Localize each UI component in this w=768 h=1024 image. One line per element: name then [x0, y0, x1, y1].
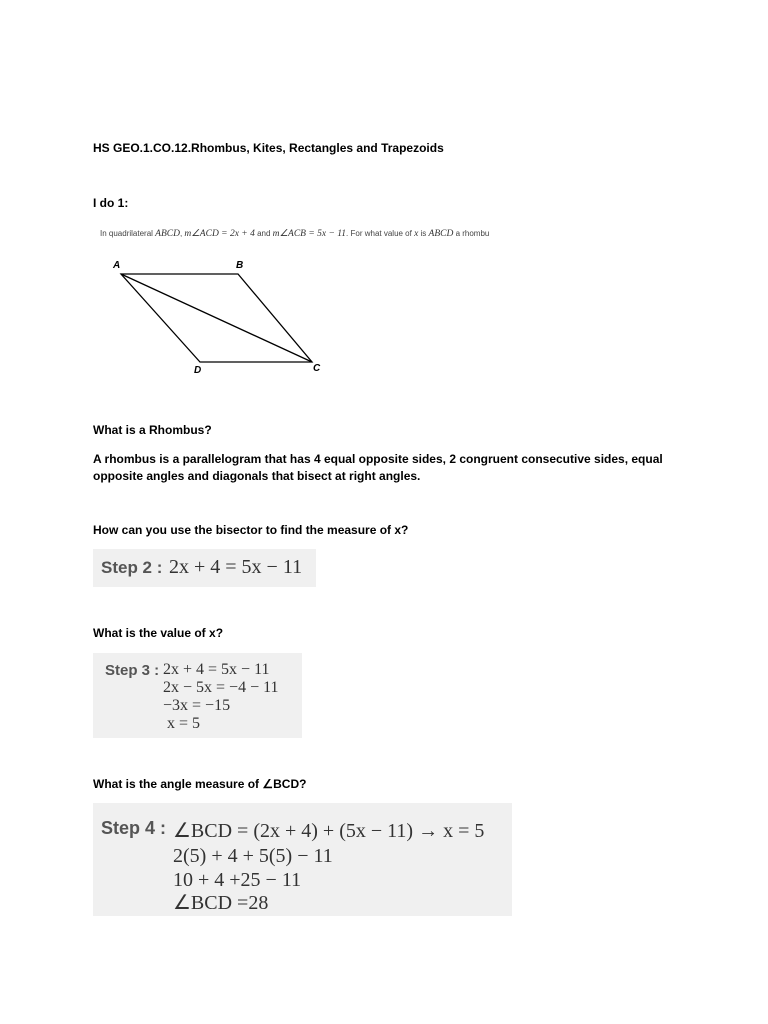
step-4-box: [93, 803, 512, 916]
step-3-line-2: 2x − 5x = −4 − 11: [163, 679, 279, 696]
problem-text: a rhombu: [453, 229, 490, 238]
question-value-of-x: What is the value of x?: [93, 626, 224, 640]
rhombus-definition: A rhombus is a parallelogram that has 4 equal opposite sides, 2 congruent consecutive sides, equal opposite angles and diagonals that bisect at right angles.: [93, 452, 663, 483]
step-3-box: [93, 653, 302, 738]
problem-text: In quadrilateral: [100, 229, 156, 238]
step-4-line-2: 2(5) + 4 + 5(5) − 11: [173, 845, 333, 867]
problem-angle-acb: m∠ACB = 5x − 11: [272, 229, 347, 239]
problem-quadrilateral: ABCD: [428, 229, 454, 239]
step-4-line-4: ∠BCD =28: [173, 892, 269, 914]
problem-angle-acd: m∠ACD = 2x + 4: [184, 229, 255, 239]
question-what-is-rhombus: What is a Rhombus?: [93, 423, 212, 437]
step-3-line-1: 2x + 4 = 5x − 11: [163, 661, 270, 678]
problem-text: is: [418, 229, 429, 238]
vertex-label-b: B: [236, 260, 244, 271]
step-3-line-4: x = 5: [167, 715, 201, 732]
problem-quadrilateral: ABCD: [155, 229, 180, 239]
step-4-label: Step 4 :: [101, 818, 167, 838]
problem-variable: x: [414, 229, 419, 239]
step-4-line-1: ∠BCD = (2x + 4) + (5x − 11) → x = 5: [173, 820, 485, 842]
step-2-label: Step 2 :: [101, 558, 163, 577]
vertex-label-c: C: [313, 363, 321, 374]
step-2-equation: 2x + 4 = 5x − 11: [169, 556, 303, 578]
step-2-box: [93, 549, 316, 587]
problem-statement: [100, 228, 489, 239]
rhombus-diagram: [100, 250, 340, 380]
step-4-line-3: 10 + 4 +25 − 11: [173, 869, 302, 891]
i-do-heading: I do 1:: [93, 196, 129, 210]
problem-text: and: [254, 229, 273, 238]
problem-text: . For what value of: [346, 229, 415, 238]
vertex-label-d: D: [194, 365, 202, 376]
question-angle-bcd: What is the angle measure of ∠BCD?: [93, 777, 307, 791]
vertex-label-a: A: [113, 260, 121, 271]
question-bisector: How can you use the bisector to find the measure of x?: [93, 523, 409, 537]
problem-text: ,: [179, 229, 185, 238]
step-3-label: Step 3 :: [105, 662, 160, 679]
document-title: HS GEO.1.CO.12.Rhombus, Kites, Rectangles and Trapezoids: [93, 141, 444, 155]
diagonal-ac: [121, 274, 312, 362]
step-3-line-3: −3x = −15: [163, 697, 231, 714]
